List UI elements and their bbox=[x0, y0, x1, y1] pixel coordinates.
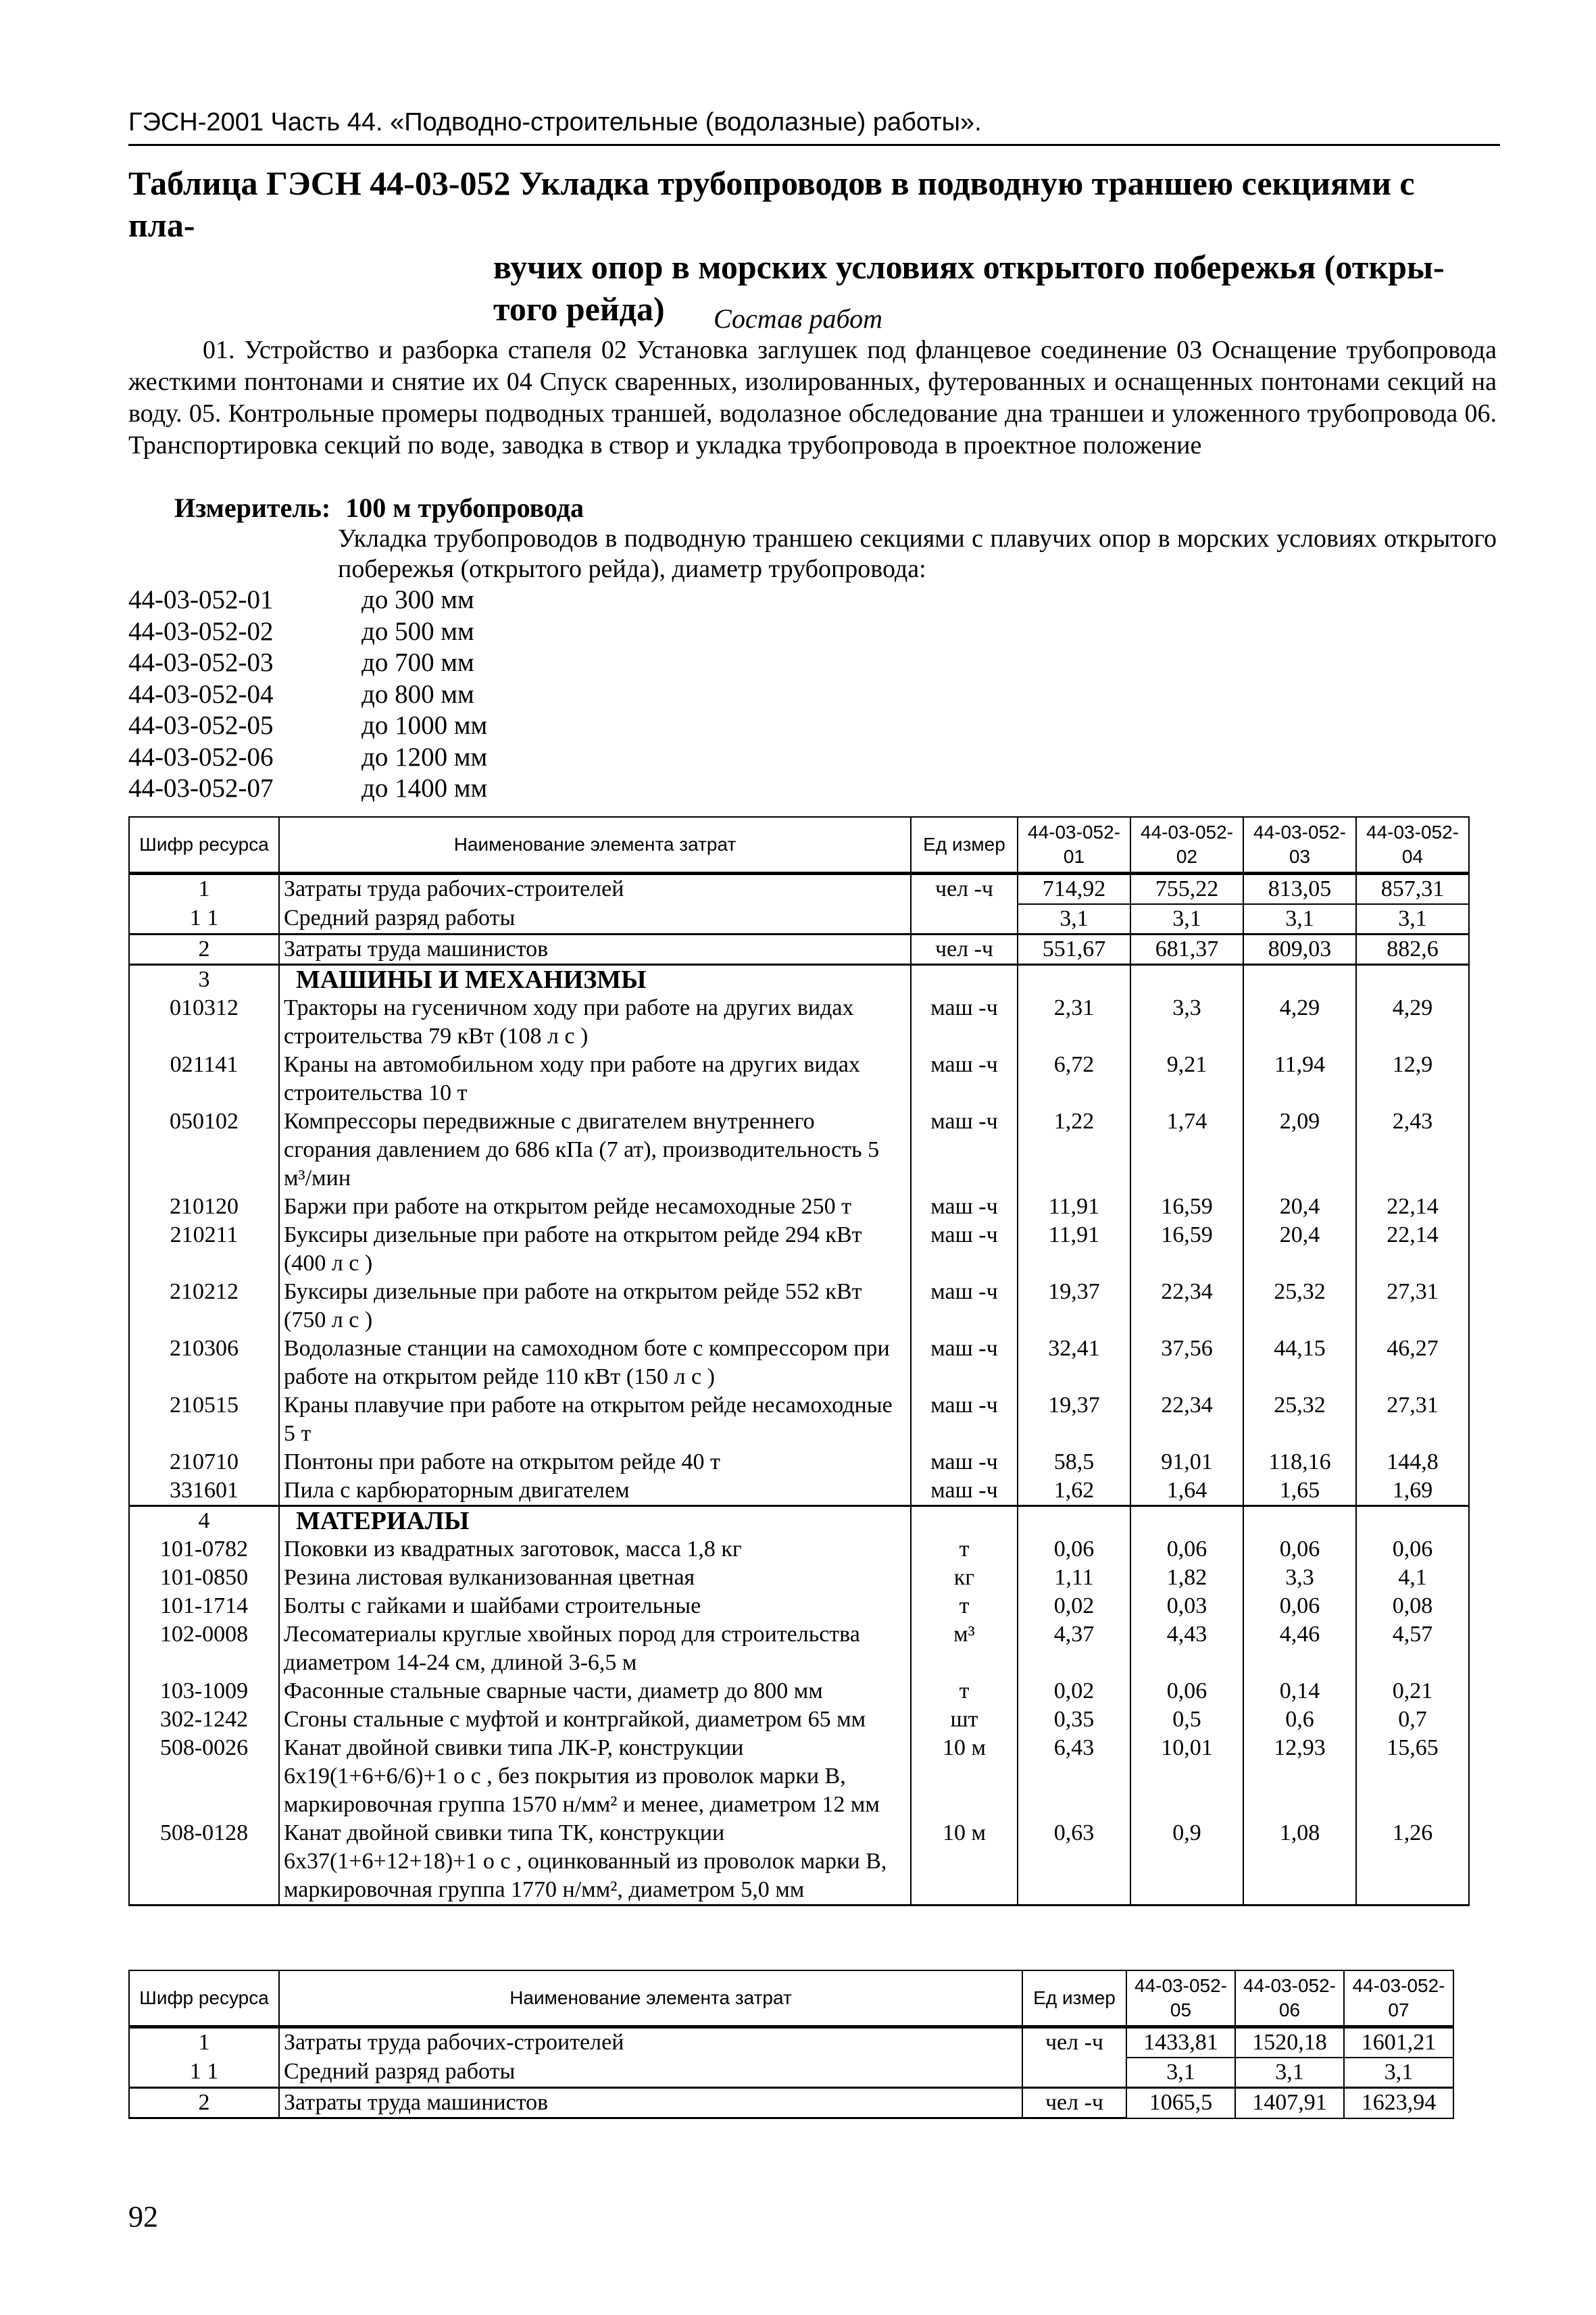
resource-table-2 bbox=[128, 1970, 1454, 2119]
value-cell: 0,06 bbox=[1356, 1535, 1469, 1564]
value-cell: 857,31 bbox=[1356, 874, 1469, 905]
resource-code: 103-1009 bbox=[129, 1677, 279, 1706]
unit-cell: маш -ч bbox=[911, 1107, 1018, 1193]
table-row bbox=[129, 1819, 1469, 1906]
value-cell: 1407,91 bbox=[1235, 2088, 1344, 2118]
value-cell: 714,92 bbox=[1018, 874, 1130, 905]
value-cell: 755,22 bbox=[1130, 874, 1243, 905]
page-number: 92 bbox=[128, 2200, 158, 2233]
variant-row bbox=[128, 679, 487, 711]
value-cell: 2,43 bbox=[1356, 1107, 1469, 1193]
value-cell bbox=[1130, 965, 1243, 995]
value-cell: 1520,18 bbox=[1235, 2027, 1344, 2058]
value-cell: 11,91 bbox=[1018, 1221, 1130, 1278]
resource-name: Баржи при работе на открытом рейде несамоходные 250 т bbox=[279, 1193, 911, 1221]
value-cell: 1623,94 bbox=[1344, 2088, 1453, 2118]
value-cell: 3,1 bbox=[1126, 2058, 1235, 2088]
unit-cell: маш -ч bbox=[911, 1448, 1018, 1476]
value-cell: 6,72 bbox=[1018, 1051, 1130, 1107]
value-cell bbox=[1018, 965, 1130, 995]
resource-name: Компрессоры передвижные с двигателем внутреннего сгорания давлением до 686 кПа (7 ат), производительность 5 м³/мин bbox=[279, 1107, 911, 1193]
value-cell: 25,32 bbox=[1243, 1391, 1356, 1448]
value-cell: 16,59 bbox=[1130, 1221, 1243, 1278]
unit-cell: т bbox=[911, 1677, 1018, 1706]
value-cell: 19,37 bbox=[1018, 1391, 1130, 1448]
value-cell: 3,3 bbox=[1130, 994, 1243, 1051]
resource-name: Болты с гайками и шайбами строительные bbox=[279, 1592, 911, 1620]
variant-row bbox=[128, 773, 487, 805]
value-cell: 0,06 bbox=[1130, 1677, 1243, 1706]
table-row bbox=[129, 1278, 1469, 1335]
unit-cell: чел -ч bbox=[1022, 2027, 1126, 2058]
resource-code: 210710 bbox=[129, 1448, 279, 1476]
table-row bbox=[129, 1592, 1469, 1620]
unit-cell: маш -ч bbox=[911, 1221, 1018, 1278]
variant-row bbox=[128, 647, 487, 679]
value-cell: 6,43 bbox=[1018, 1734, 1130, 1819]
value-cell: 22,34 bbox=[1130, 1391, 1243, 1448]
unit-cell: кг bbox=[911, 1564, 1018, 1592]
value-cell: 22,34 bbox=[1130, 1278, 1243, 1335]
value-cell: 12,9 bbox=[1356, 1051, 1469, 1107]
resource-code: 102-0008 bbox=[129, 1620, 279, 1677]
table-row bbox=[129, 904, 1469, 935]
resource-code: 010312 bbox=[129, 994, 279, 1051]
variant-row bbox=[128, 742, 487, 774]
value-cell: 1,82 bbox=[1130, 1564, 1243, 1592]
resource-name: Поковки из квадратных заготовок, масса 1,8 кг bbox=[279, 1535, 911, 1564]
resource-code: 021141 bbox=[129, 1051, 279, 1107]
variant-code: 44-03-052-02 bbox=[128, 616, 274, 646]
value-cell: 4,29 bbox=[1243, 994, 1356, 1051]
column-header: Ед измер bbox=[1022, 1970, 1126, 2027]
column-header: Шифр ресурса bbox=[129, 1970, 279, 2027]
value-cell: 11,94 bbox=[1243, 1051, 1356, 1107]
resource-name: Лесоматериалы круглые хвойных пород для строительства диаметром 14-24 см, длиной 3-6,5 м bbox=[279, 1620, 911, 1677]
unit-cell: м³ bbox=[911, 1620, 1018, 1677]
value-cell: 12,93 bbox=[1243, 1734, 1356, 1819]
variant-desc: до 800 мм bbox=[361, 679, 474, 709]
resource-name: Сгоны стальные с муфтой и контргайкой, диаметром 65 мм bbox=[279, 1706, 911, 1734]
value-cell: 0,06 bbox=[1130, 1535, 1243, 1564]
variant-code: 44-03-052-04 bbox=[128, 679, 274, 709]
value-cell: 0,06 bbox=[1243, 1535, 1356, 1564]
resource-name: Буксиры дизельные при работе на открытом рейде 552 кВт (750 л с ) bbox=[279, 1278, 911, 1335]
table-row bbox=[129, 2027, 1453, 2058]
unit-cell: маш -ч bbox=[911, 1278, 1018, 1335]
resource-name: Пила с карбюраторным двигателем bbox=[279, 1476, 911, 1506]
value-cell: 3,1 bbox=[1235, 2058, 1344, 2088]
table-row bbox=[129, 1476, 1469, 1506]
variant-desc: до 700 мм bbox=[361, 648, 474, 677]
value-cell: 144,8 bbox=[1356, 1448, 1469, 1476]
table-row bbox=[129, 994, 1469, 1051]
value-cell: 3,1 bbox=[1243, 904, 1356, 935]
column-header: 44-03-052-04 bbox=[1356, 817, 1469, 874]
value-cell: 3,1 bbox=[1130, 904, 1243, 935]
resource-code: 210306 bbox=[129, 1335, 279, 1391]
table-row bbox=[129, 965, 1469, 995]
column-header: Шифр ресурса bbox=[129, 817, 279, 874]
column-header: Наименование элемента затрат bbox=[279, 817, 911, 874]
value-cell: 58,5 bbox=[1018, 1448, 1130, 1476]
running-head: ГЭСН-2001 Часть 44. «Подводно-строительные (водолазные) работы». bbox=[128, 108, 1500, 146]
variant-row bbox=[128, 616, 487, 648]
value-cell bbox=[1130, 1506, 1243, 1536]
resource-code: 4 bbox=[129, 1506, 279, 1536]
table-row bbox=[129, 935, 1469, 965]
column-header: 44-03-052-06 bbox=[1235, 1970, 1344, 2027]
value-cell: 9,21 bbox=[1130, 1051, 1243, 1107]
value-cell: 44,15 bbox=[1243, 1335, 1356, 1391]
value-cell: 1,22 bbox=[1018, 1107, 1130, 1193]
resource-code: 210212 bbox=[129, 1278, 279, 1335]
unit-cell: маш -ч bbox=[911, 1193, 1018, 1221]
unit-cell: чел -ч bbox=[911, 874, 1018, 905]
column-header: 44-03-052-05 bbox=[1126, 1970, 1235, 2027]
unit-cell: т bbox=[911, 1535, 1018, 1564]
table-row bbox=[129, 2058, 1453, 2088]
value-cell: 0,06 bbox=[1018, 1535, 1130, 1564]
value-cell: 46,27 bbox=[1356, 1335, 1469, 1391]
value-cell: 20,4 bbox=[1243, 1221, 1356, 1278]
value-cell: 27,31 bbox=[1356, 1278, 1469, 1335]
unit-cell: шт bbox=[911, 1706, 1018, 1734]
value-cell: 37,56 bbox=[1130, 1335, 1243, 1391]
unit-cell bbox=[1022, 2058, 1126, 2088]
value-cell: 22,14 bbox=[1356, 1221, 1469, 1278]
unit-cell: чел -ч bbox=[911, 935, 1018, 965]
resource-code: 210515 bbox=[129, 1391, 279, 1448]
table-row bbox=[129, 1107, 1469, 1193]
column-header: Ед измер bbox=[911, 817, 1018, 874]
value-cell: 1,65 bbox=[1243, 1476, 1356, 1506]
value-cell: 4,37 bbox=[1018, 1620, 1130, 1677]
section-title: МАТЕРИАЛЫ bbox=[279, 1506, 911, 1536]
value-cell: 32,41 bbox=[1018, 1335, 1130, 1391]
column-header: 44-03-052-07 bbox=[1344, 1970, 1453, 2027]
value-cell: 4,57 bbox=[1356, 1620, 1469, 1677]
column-header: 44-03-052-02 bbox=[1130, 817, 1243, 874]
resource-code: 302-1242 bbox=[129, 1706, 279, 1734]
value-cell: 809,03 bbox=[1243, 935, 1356, 965]
value-cell: 0,02 bbox=[1018, 1592, 1130, 1620]
value-cell: 91,01 bbox=[1130, 1448, 1243, 1476]
variant-code: 44-03-052-01 bbox=[128, 585, 274, 614]
composition-text: 01. Устройство и разборка стапеля 02 Установка заглушек под фланцевое соединение 03 Оснащение трубопровода жесткими понтонами и снятие их 04 Спуск сваренных, изолированных, футерованных и оснащенных понтонами секций на воду. 05. Контрольные промеры подводных траншей, водолазное обследование дна траншеи и уложенного трубопровода 06. Транспортировка секций по воде, заводка в створ и укладка трубопровода в проектное положение bbox=[128, 336, 1497, 459]
value-cell: 681,37 bbox=[1130, 935, 1243, 965]
variant-code: 44-03-052-05 bbox=[128, 711, 274, 740]
unit-cell bbox=[911, 965, 1018, 995]
value-cell: 4,1 bbox=[1356, 1564, 1469, 1592]
measure-unit bbox=[174, 492, 584, 524]
measure-unit-value: 100 м трубопровода bbox=[345, 493, 584, 523]
table-row bbox=[129, 1677, 1469, 1706]
value-cell: 1601,21 bbox=[1344, 2027, 1453, 2058]
table-header-row bbox=[129, 1970, 1453, 2027]
variant-desc: до 1400 мм bbox=[361, 774, 488, 803]
table-row bbox=[129, 1620, 1469, 1677]
resource-code: 2 bbox=[129, 935, 279, 965]
resource-code: 210211 bbox=[129, 1221, 279, 1278]
value-cell: 1,64 bbox=[1130, 1476, 1243, 1506]
unit-cell: 10 м bbox=[911, 1734, 1018, 1819]
value-cell: 4,29 bbox=[1356, 994, 1469, 1051]
table-title-lead: Таблица ГЭСН 44-03-052 Укладка трубопроводов в подводную траншею секциями с пла- bbox=[128, 164, 1415, 244]
value-cell bbox=[1356, 1506, 1469, 1536]
table-row bbox=[129, 1448, 1469, 1476]
value-cell: 2,31 bbox=[1018, 994, 1130, 1051]
table-row bbox=[129, 1335, 1469, 1391]
resource-code: 101-0850 bbox=[129, 1564, 279, 1592]
resource-name: Водолазные станции на самоходном боте с компрессором при работе на открытом рейде 110 кВт (150 л с ) bbox=[279, 1335, 911, 1391]
value-cell: 20,4 bbox=[1243, 1193, 1356, 1221]
value-cell: 0,6 bbox=[1243, 1706, 1356, 1734]
value-cell bbox=[1018, 1506, 1130, 1536]
value-cell: 0,14 bbox=[1243, 1677, 1356, 1706]
value-cell: 0,02 bbox=[1018, 1677, 1130, 1706]
resource-name: Понтоны при работе на открытом рейде 40 т bbox=[279, 1448, 911, 1476]
unit-cell: т bbox=[911, 1592, 1018, 1620]
unit-cell: маш -ч bbox=[911, 1051, 1018, 1107]
unit-cell: 10 м bbox=[911, 1819, 1018, 1906]
table-row bbox=[129, 874, 1469, 905]
resource-code: 508-0026 bbox=[129, 1734, 279, 1819]
table-row bbox=[129, 1193, 1469, 1221]
variant-desc: до 1200 мм bbox=[361, 742, 488, 772]
resource-name: Краны плавучие при работе на открытом рейде несамоходные 5 т bbox=[279, 1391, 911, 1448]
value-cell: 3,3 bbox=[1243, 1564, 1356, 1592]
resource-name: Канат двойной свивки типа ТК, конструкции 6х37(1+6+12+18)+1 о с , оцинкованный из проволок марки В, маркировочная группа 1770 н/мм², диаметром 5,0 мм bbox=[279, 1819, 911, 1906]
value-cell: 3,1 bbox=[1356, 904, 1469, 935]
value-cell: 1,08 bbox=[1243, 1819, 1356, 1906]
table-row bbox=[129, 1535, 1469, 1564]
value-cell: 4,43 bbox=[1130, 1620, 1243, 1677]
resource-name: Средний разряд работы bbox=[279, 2058, 1022, 2088]
value-cell: 0,7 bbox=[1356, 1706, 1469, 1734]
value-cell: 22,14 bbox=[1356, 1193, 1469, 1221]
value-cell bbox=[1243, 1506, 1356, 1536]
variant-row bbox=[128, 710, 487, 742]
resource-code: 508-0128 bbox=[129, 1819, 279, 1906]
column-header: Наименование элемента затрат bbox=[279, 1970, 1022, 2027]
table-row bbox=[129, 1706, 1469, 1734]
value-cell bbox=[1356, 965, 1469, 995]
resource-table-1 bbox=[128, 816, 1470, 1906]
unit-cell: маш -ч bbox=[911, 1335, 1018, 1391]
resource-name: Тракторы на гусеничном ходу при работе на других видах строительства 79 кВт (108 л с ) bbox=[279, 994, 911, 1051]
value-cell: 2,09 bbox=[1243, 1107, 1356, 1193]
value-cell: 118,16 bbox=[1243, 1448, 1356, 1476]
table-row bbox=[129, 1051, 1469, 1107]
resource-name: Затраты труда рабочих-строителей bbox=[279, 2027, 1022, 2058]
value-cell: 0,9 bbox=[1130, 1819, 1243, 1906]
value-cell: 0,35 bbox=[1018, 1706, 1130, 1734]
table-row bbox=[129, 2088, 1453, 2118]
value-cell: 4,46 bbox=[1243, 1620, 1356, 1677]
value-cell: 19,37 bbox=[1018, 1278, 1130, 1335]
column-header: 44-03-052-03 bbox=[1243, 817, 1356, 874]
variant-code: 44-03-052-07 bbox=[128, 774, 274, 803]
unit-cell: маш -ч bbox=[911, 1391, 1018, 1448]
value-cell: 11,91 bbox=[1018, 1193, 1130, 1221]
resource-code: 101-1714 bbox=[129, 1592, 279, 1620]
variants-list bbox=[128, 584, 487, 805]
variant-desc: до 500 мм bbox=[361, 616, 474, 646]
table-row bbox=[129, 1734, 1469, 1819]
variant-desc: до 300 мм bbox=[361, 585, 474, 614]
resource-name: Фасонные стальные сварные части, диаметр до 800 мм bbox=[279, 1677, 911, 1706]
resource-name: Буксиры дизельные при работе на открытом рейде 294 кВт (400 л с ) bbox=[279, 1221, 911, 1278]
value-cell: 0,08 bbox=[1356, 1592, 1469, 1620]
variant-code: 44-03-052-03 bbox=[128, 648, 274, 677]
value-cell: 882,6 bbox=[1356, 935, 1469, 965]
resource-name: Резина листовая вулканизованная цветная bbox=[279, 1564, 911, 1592]
value-cell: 0,63 bbox=[1018, 1819, 1130, 1906]
resource-code: 331601 bbox=[129, 1476, 279, 1506]
variant-desc: до 1000 мм bbox=[361, 711, 488, 740]
variant-row bbox=[128, 584, 487, 616]
resource-code: 1 1 bbox=[129, 2058, 279, 2088]
resource-code: 1 bbox=[129, 2027, 279, 2058]
resource-name: Средний разряд работы bbox=[279, 904, 911, 935]
resource-code: 210120 bbox=[129, 1193, 279, 1221]
resource-code: 3 bbox=[129, 965, 279, 995]
variant-code: 44-03-052-06 bbox=[128, 742, 274, 772]
resource-name: Затраты труда машинистов bbox=[279, 935, 911, 965]
value-cell: 0,03 bbox=[1130, 1592, 1243, 1620]
unit-cell: маш -ч bbox=[911, 994, 1018, 1051]
value-cell: 1433,81 bbox=[1126, 2027, 1235, 2058]
resource-name: Канат двойной свивки типа ЛК-Р, конструкции 6х19(1+6+6/6)+1 о с , без покрытия из проволок марки В, маркировочная группа 1570 н/мм² и менее, диаметром 12 мм bbox=[279, 1734, 911, 1819]
resource-code: 1 bbox=[129, 874, 279, 905]
value-cell: 813,05 bbox=[1243, 874, 1356, 905]
value-cell: 551,67 bbox=[1018, 935, 1130, 965]
value-cell: 15,65 bbox=[1356, 1734, 1469, 1819]
resource-code: 2 bbox=[129, 2088, 279, 2118]
measure-unit-label: Измеритель: bbox=[174, 493, 331, 523]
resource-name: Краны на автомобильном ходу при работе на других видах строительства 10 т bbox=[279, 1051, 911, 1107]
column-header: 44-03-052-01 bbox=[1018, 817, 1130, 874]
table-header-row bbox=[129, 817, 1469, 874]
value-cell: 3,1 bbox=[1344, 2058, 1453, 2088]
value-cell: 3,1 bbox=[1018, 904, 1130, 935]
table-row bbox=[129, 1221, 1469, 1278]
value-cell: 1,74 bbox=[1130, 1107, 1243, 1193]
resource-code: 050102 bbox=[129, 1107, 279, 1193]
unit-cell bbox=[911, 904, 1018, 935]
resource-name: Затраты труда машинистов bbox=[279, 2088, 1022, 2118]
resource-code: 101-0782 bbox=[129, 1535, 279, 1564]
value-cell: 0,5 bbox=[1130, 1706, 1243, 1734]
section-title: МАШИНЫ И МЕХАНИЗМЫ bbox=[279, 965, 911, 995]
value-cell: 0,21 bbox=[1356, 1677, 1469, 1706]
value-cell: 1,11 bbox=[1018, 1564, 1130, 1592]
value-cell: 10,01 bbox=[1130, 1734, 1243, 1819]
value-cell: 1,26 bbox=[1356, 1819, 1469, 1906]
resource-name: Затраты труда рабочих-строителей bbox=[279, 874, 911, 905]
unit-cell: чел -ч bbox=[1022, 2088, 1126, 2118]
table-row bbox=[129, 1564, 1469, 1592]
value-cell: 1065,5 bbox=[1126, 2088, 1235, 2118]
unit-cell bbox=[911, 1506, 1018, 1536]
resource-code: 1 1 bbox=[129, 904, 279, 935]
table-row bbox=[129, 1506, 1469, 1536]
value-cell: 16,59 bbox=[1130, 1193, 1243, 1221]
value-cell: 1,62 bbox=[1018, 1476, 1130, 1506]
value-cell: 25,32 bbox=[1243, 1278, 1356, 1335]
value-cell: 0,06 bbox=[1243, 1592, 1356, 1620]
value-cell: 1,69 bbox=[1356, 1476, 1469, 1506]
table-row bbox=[129, 1391, 1469, 1448]
value-cell bbox=[1243, 965, 1356, 995]
variants-intro: Укладка трубопроводов в подводную траншею секциями с плавучих опор в морских условиях открытого побережья (открытого рейда), диаметр трубопровода: bbox=[338, 524, 1497, 583]
value-cell: 27,31 bbox=[1356, 1391, 1469, 1448]
table-title-rest: вучих опор в морских условиях открытого побережья (откры-того рейда) bbox=[493, 248, 1445, 328]
unit-cell: маш -ч bbox=[911, 1476, 1018, 1506]
composition-heading: Состав работ bbox=[714, 303, 882, 334]
